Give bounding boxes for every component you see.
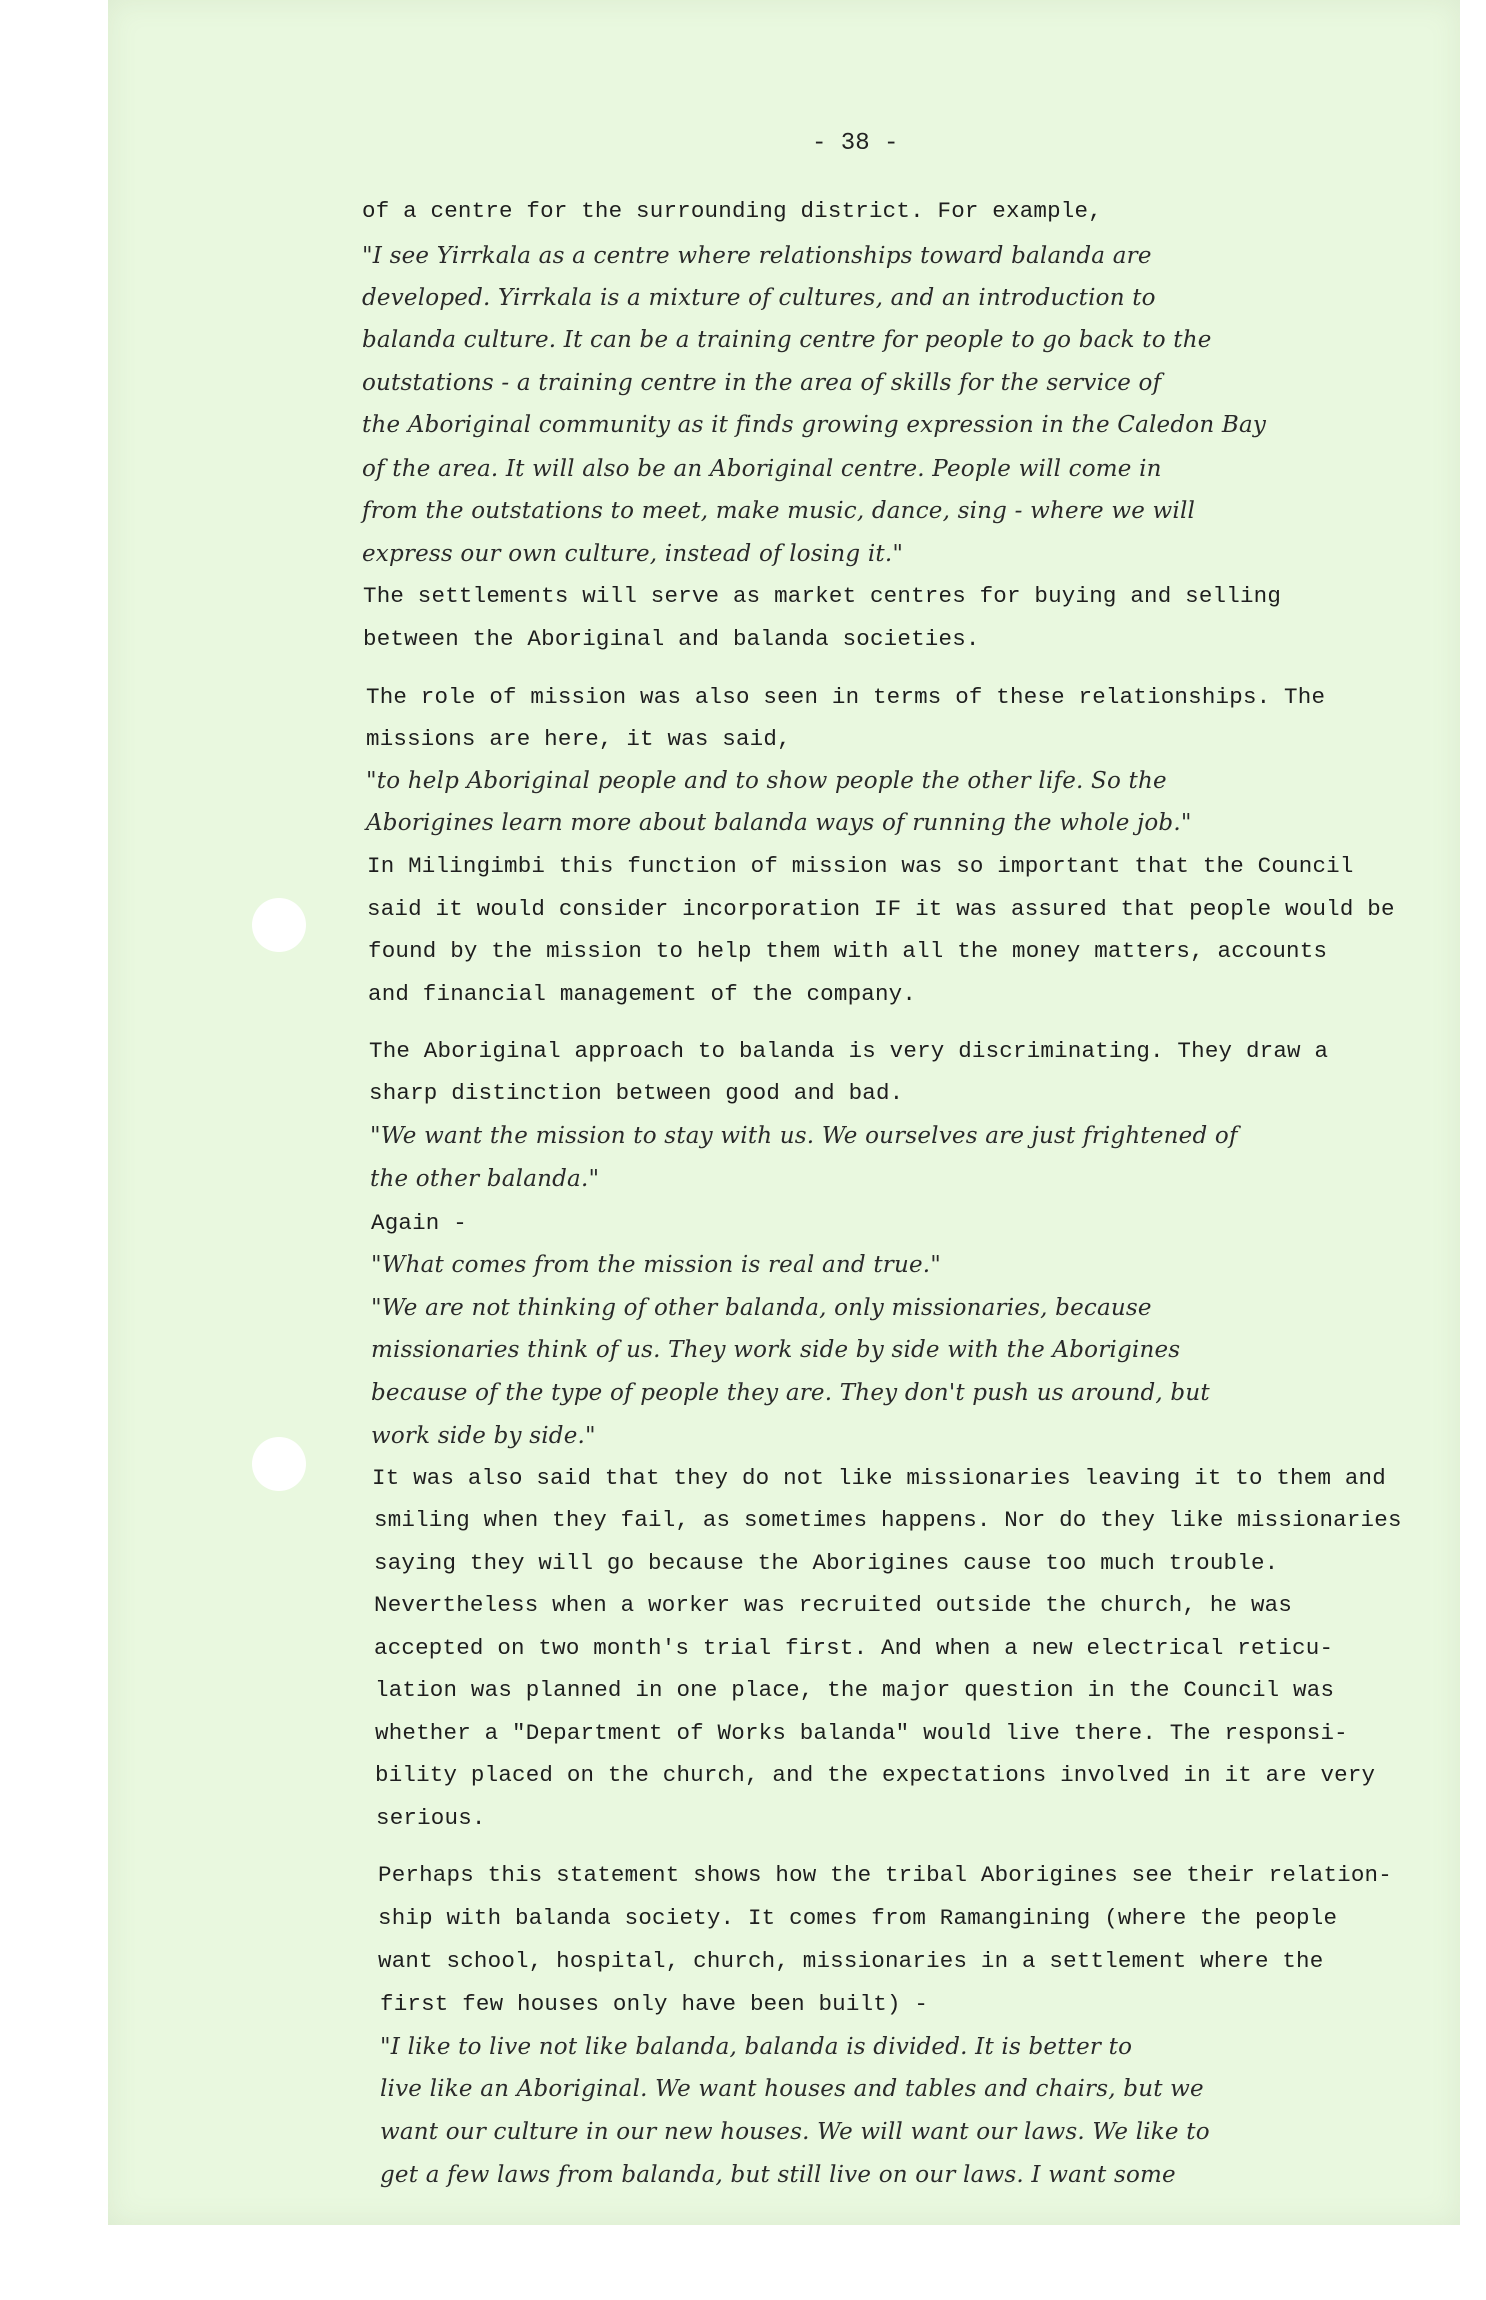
quotation-line: live like an Aboriginal. We want houses and tables and chairs, but we bbox=[380, 2076, 1204, 2102]
quotation-line: work side by side." bbox=[371, 1423, 596, 1449]
quotation-line: express our own culture, instead of losing it." bbox=[362, 541, 904, 567]
text-line: Perhaps this statement shows how the tribal Aborigines see their relation- bbox=[378, 1862, 1392, 1888]
quotation-line: Aborigines learn more about balanda ways of running the whole job." bbox=[366, 810, 1192, 836]
punch-hole bbox=[252, 898, 306, 952]
quotation-line: from the outstations to meet, make music, dance, sing - where we will bbox=[362, 498, 1196, 524]
quotation-line: "We want the mission to stay with us. We ourselves are just frightened of bbox=[370, 1123, 1238, 1149]
page-number: - 38 - bbox=[812, 130, 899, 157]
quotation-line: "to help Aboriginal people and to show people the other life. So the bbox=[366, 768, 1167, 794]
text-line: saying they will go because the Aborigines cause too much trouble. bbox=[374, 1550, 1279, 1576]
quotation-line: get a few laws from balanda, but still live on our laws. I want some bbox=[380, 2162, 1176, 2188]
quotation-line: "I see Yirrkala as a centre where relationships toward balanda are bbox=[362, 243, 1152, 269]
punch-hole bbox=[252, 1437, 306, 1491]
text-line: and financial management of the company. bbox=[368, 981, 917, 1007]
text-line: serious. bbox=[376, 1805, 486, 1831]
text-line: accepted on two month's trial first. And when a new electrical reticu- bbox=[374, 1635, 1334, 1661]
text-line: The Aboriginal approach to balanda is very discriminating. They draw a bbox=[369, 1038, 1329, 1064]
quotation-line: of the area. It will also be an Aboriginal centre. People will come in bbox=[362, 456, 1162, 482]
text-line: In Milingimbi this function of mission was so important that the Council bbox=[367, 853, 1354, 879]
text-line: smiling when they fail, as sometimes happens. Nor do they like missionaries bbox=[374, 1507, 1402, 1533]
quotation-line: want our culture in our new houses. We will want our laws. We like to bbox=[380, 2119, 1210, 2145]
text-line: missions are here, it was said, bbox=[366, 726, 791, 752]
quotation-line: the Aboriginal community as it finds growing expression in the Caledon Bay bbox=[362, 412, 1267, 438]
text-line: found by the mission to help them with all the money matters, accounts bbox=[368, 938, 1328, 964]
quotation-line: developed. Yirrkala is a mixture of cultures, and an introduction to bbox=[362, 285, 1156, 311]
text-line: whether a "Department of Works balanda" would live there. The responsi- bbox=[375, 1720, 1348, 1746]
quotation-line: "We are not thinking of other balanda, only missionaries, because bbox=[371, 1295, 1152, 1321]
text-line: Again - bbox=[371, 1210, 467, 1236]
text-line: The settlements will serve as market centres for buying and selling bbox=[363, 583, 1282, 609]
text-line: lation was planned in one place, the major question in the Council was bbox=[375, 1677, 1335, 1703]
text-line: The role of mission was also seen in terms of these relationships. The bbox=[366, 684, 1326, 710]
quotation-line: outstations - a training centre in the area of skills for the service of bbox=[362, 370, 1162, 396]
text-line: bility placed on the church, and the expectations involved in it are very bbox=[375, 1762, 1376, 1788]
quotation-line: the other balanda." bbox=[370, 1166, 600, 1192]
text-line: said it would consider incorporation IF it was assured that people would be bbox=[367, 896, 1395, 922]
text-line: of a centre for the surrounding district. For example, bbox=[362, 198, 1102, 224]
text-line: Nevertheless when a worker was recruited outside the church, he was bbox=[374, 1592, 1293, 1618]
text-line: between the Aboriginal and balanda societies. bbox=[363, 626, 980, 652]
quotation-line: "I like to live not like balanda, balanda is divided. It is better to bbox=[380, 2034, 1133, 2060]
quotation-line: balanda culture. It can be a training centre for people to go back to the bbox=[362, 327, 1212, 353]
quotation-line: "What comes from the mission is real and true." bbox=[371, 1252, 942, 1278]
text-line: It was also said that they do not like missionaries leaving it to them and bbox=[372, 1465, 1386, 1491]
text-line: sharp distinction between good and bad. bbox=[369, 1080, 904, 1106]
text-line: want school, hospital, church, missionaries in a settlement where the bbox=[378, 1948, 1324, 1974]
text-line: ship with balanda society. It comes from Ramangining (where the people bbox=[378, 1905, 1338, 1931]
quotation-line: because of the type of people they are. They don't push us around, but bbox=[371, 1380, 1210, 1406]
quotation-line: missionaries think of us. They work side by side with the Aborigines bbox=[371, 1337, 1181, 1363]
text-line: first few houses only have been built) - bbox=[380, 1991, 929, 2017]
